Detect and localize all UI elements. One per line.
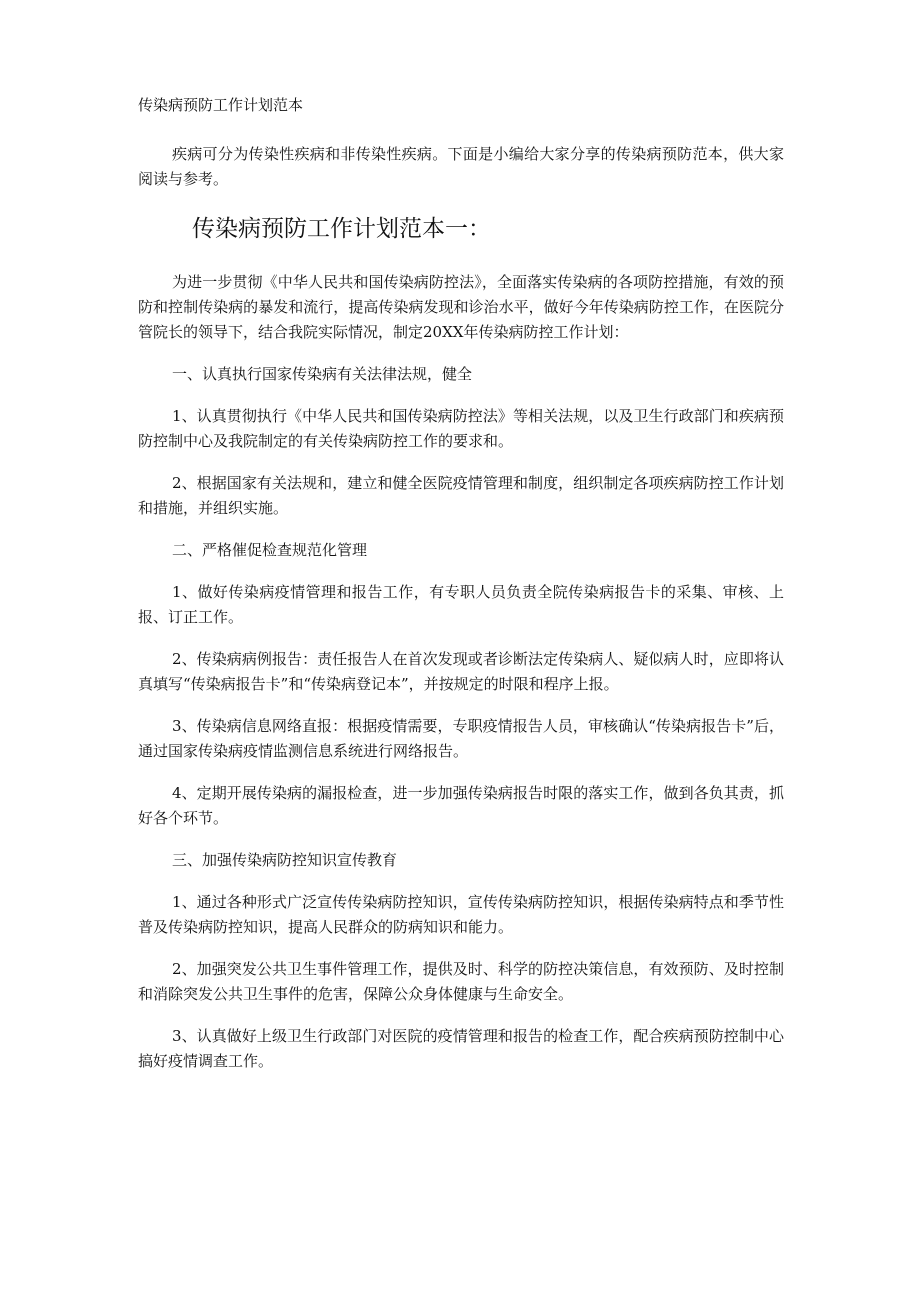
paragraph-1-2: 2、根据国家有关法规和，建立和健全医院疫情管理和制度，组织制定各项疾病防控工作计划和措施，并组织实施。: [138, 474, 784, 517]
paragraph-3-1: 1、通过各种形式广泛宣传传染病防控知识，宣传传染病防控知识，根据传染病特点和季节性普及传染病防控知识，提高人民群众的防病知识和能力。: [138, 893, 784, 936]
paragraph-1-1: 1、认真贯彻执行《中华人民共和国传染病防控法》等相关法规，以及卫生行政部门和疾病预防控制中心及我院制定的有关传染病防控工作的要求和。: [138, 407, 784, 450]
paragraph-2-3: 3、传染病信息网络直报：根据疫情需要，专职疫情报告人员，审核确认“传染病报告卡”后，通过国家传染病疫情监测信息系统进行网络报告。: [138, 717, 784, 760]
document-title: 传染病预防工作计划范本: [138, 96, 304, 114]
heading-part-three: 三、加强传染病防控知识宣传教育: [172, 851, 398, 869]
heading-part-two: 二、严格催促检查规范化管理: [172, 541, 368, 559]
paragraph-preface: 为进一步贯彻《中华人民共和国传染病防控法》，全面落实传染病的各项防控措施，有效的预防和控制传染病的暴发和流行，提高传染病发现和诊治水平，做好今年传染病防控工作，在医院分管院长的领导下，结合我院实际情况，制定20XX年传染病防控工作计划：: [138, 273, 784, 341]
intro-paragraph: 疾病可分为传染性疾病和非传染性疾病。下面是小编给大家分享的传染病预防范本，供大家阅读与参考。: [138, 145, 784, 188]
section-heading: 传染病预防工作计划范本一：: [192, 216, 491, 242]
document-page: [138, 94, 784, 1091]
paragraph-2-1: 1、做好传染病疫情管理和报告工作，有专职人员负责全院传染病报告卡的采集、审核、上报、订正工作。: [138, 583, 784, 626]
paragraph-3-3: 3、认真做好上级卫生行政部门对医院的疫情管理和报告的检查工作，配合疾病预防控制中心搞好疫情调查工作。: [138, 1027, 784, 1070]
heading-part-one: 一、认真执行国家传染病有关法律法规，健全: [172, 365, 473, 383]
paragraph-2-2: 2、传染病病例报告：责任报告人在首次发现或者诊断法定传染病人、疑似病人时，应即将认真填写“传染病报告卡”和“传染病登记本”，并按规定的时限和程序上报。: [138, 650, 784, 693]
paragraph-2-4: 4、定期开展传染病的漏报检查，进一步加强传染病报告时限的落实工作，做到各负其责，抓好各个环节。: [138, 784, 784, 827]
paragraph-3-2: 2、加强突发公共卫生事件管理工作，提供及时、科学的防控决策信息，有效预防、及时控制和消除突发公共卫生事件的危害，保障公众身体健康与生命安全。: [138, 960, 784, 1003]
